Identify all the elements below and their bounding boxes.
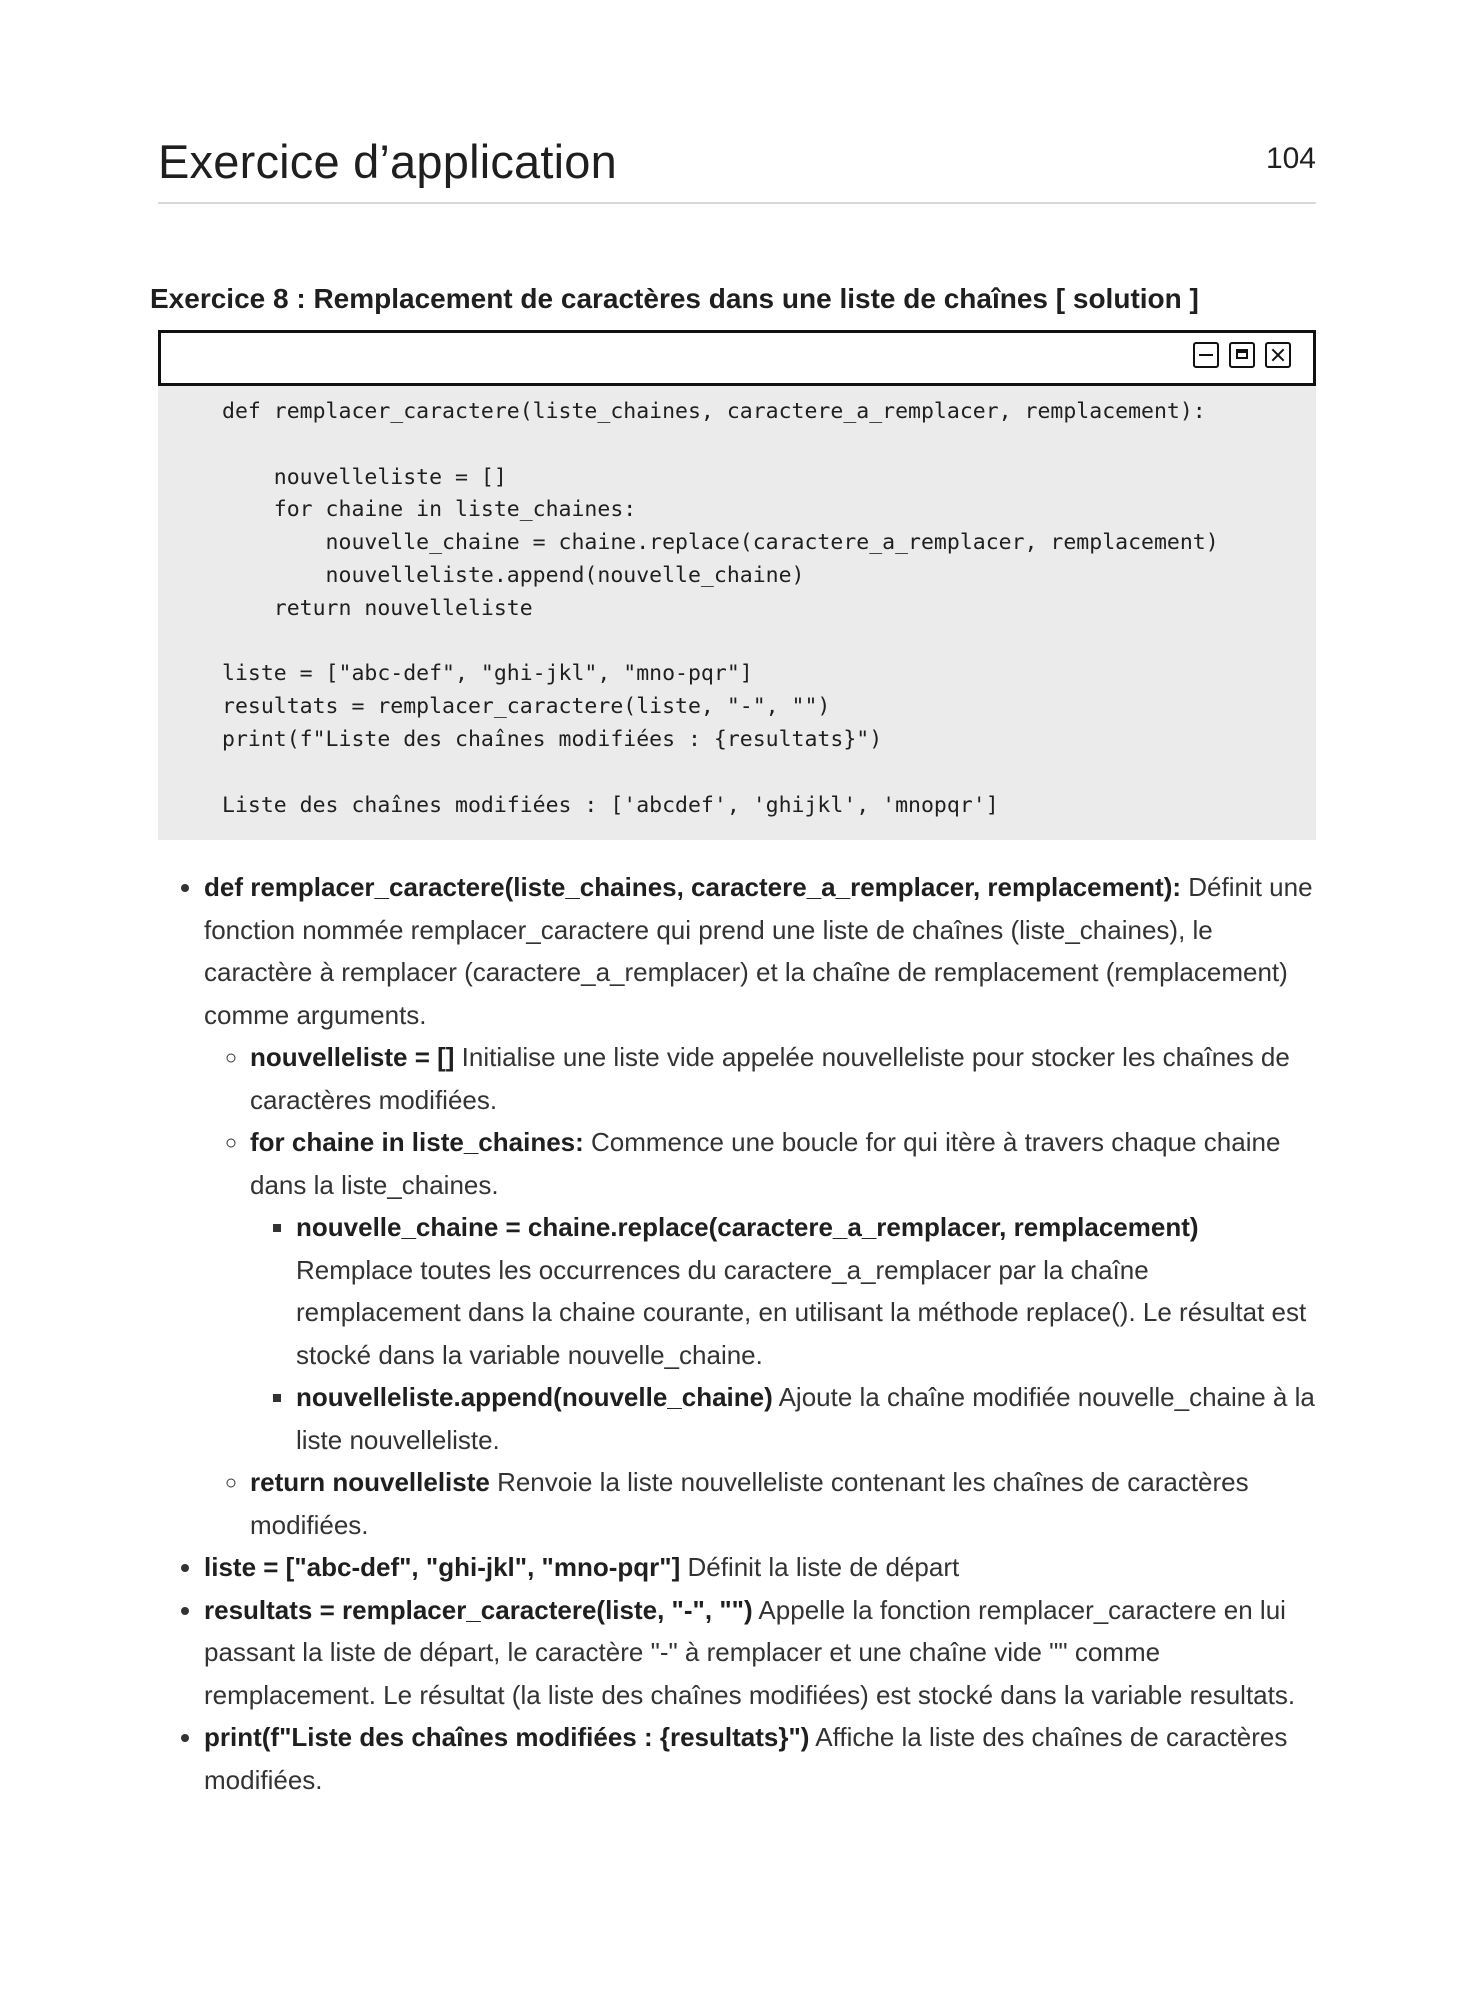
item-description: Remplace toutes les occurrences du caractere_a_remplacer par la chaîne remplacement dans la chaine courante, en utilisant la méthode replace(). Le résultat est stocké dans la variable nouvelle_chaine. xyxy=(296,1254,1307,1370)
list-item xyxy=(204,866,1318,1546)
exercise-title: Exercice 8 : Remplacement de caractères dans une liste de chaînes [ solution ] xyxy=(150,283,1199,314)
window-controls xyxy=(1193,342,1291,368)
item-description: Commence une boucle for qui itère à travers chaque chaine dans la liste_chaines. xyxy=(250,1127,1281,1200)
code-line: nouvelle_chaine = chaine.replace(caractere_a_remplacer, remplacement) xyxy=(222,530,1219,556)
item-description: Définit la liste de départ xyxy=(680,1552,960,1582)
code-reference: def remplacer_caractere(liste_chaines, caractere_a_remplacer, remplacement): xyxy=(204,872,1182,902)
code-line xyxy=(222,429,1316,462)
explanation-list xyxy=(158,866,1318,1801)
list-item xyxy=(296,1376,1318,1461)
code-block xyxy=(158,386,1316,840)
code-reference: print(f"Liste des chaînes modifiées : {resultats}") xyxy=(204,1722,810,1752)
item-description: Définit une fonction nommée remplacer_caractere qui prend une liste de chaînes (liste_chaines), le caractère à remplacer (caractere_a_remplacer) et la chaîne de remplacement (remplacement) comme arguments. xyxy=(204,872,1313,1030)
item-description: Affiche la liste des chaînes de caractères modifiées. xyxy=(204,1722,1288,1795)
code-reference: nouvelleliste.append(nouvelle_chaine) xyxy=(296,1382,773,1412)
code-reference: liste = ["abc-def", "ghi-jkl", "mno-pqr"] xyxy=(204,1552,681,1582)
list-item xyxy=(204,1546,1318,1589)
code-line: print(f"Liste des chaînes modifiées : {resultats}") xyxy=(222,726,883,752)
item-description: Ajoute la chaîne modifiée nouvelle_chaine à la liste nouvelleliste. xyxy=(296,1382,1315,1455)
code-reference: nouvelleliste = [] xyxy=(250,1042,455,1072)
page-header xyxy=(158,128,1316,204)
item-description: Renvoie la liste nouvelleliste contenant les chaînes de caractères modifiées. xyxy=(250,1467,1249,1540)
close-icon[interactable] xyxy=(1265,342,1291,368)
code-reference: return nouvelleliste xyxy=(250,1467,490,1497)
code-line xyxy=(222,757,1316,790)
code-line: def remplacer_caractere(liste_chaines, caractere_a_remplacer, remplacement): xyxy=(222,399,1206,424)
code-line: resultats = remplacer_caractere(liste, "-", "") xyxy=(222,694,831,720)
page-title: Exercice d’application xyxy=(158,135,617,188)
code-output-line: Liste des chaînes modifiées : ['abcdef', 'ghijkl', 'mnopqr'] xyxy=(222,792,999,818)
code-reference: for chaine in liste_chaines: xyxy=(250,1127,584,1157)
item-description: Initialise une liste vide appelée nouvelleliste pour stocker les chaînes de caractères modifiées. xyxy=(250,1042,1290,1115)
list-item xyxy=(204,1589,1318,1717)
code-reference: resultats = remplacer_caractere(liste, "-", "") xyxy=(204,1594,753,1625)
page-number: 104 xyxy=(1265,142,1316,175)
code-window-titlebar xyxy=(158,330,1316,386)
code-line: nouvelleliste = [] xyxy=(222,464,507,490)
code-line: liste = ["abc-def", "ghi-jkl", "mno-pqr"] xyxy=(222,661,753,687)
code-line: return nouvelleliste xyxy=(222,595,533,621)
item-description: Appelle la fonction remplacer_caractere en lui passant la liste de départ, le caractère "-" à remplacer et une chaîne vide "" comme remplacement. Le résultat (la liste des chaînes modifiées) est stocké dans la variable resultats. xyxy=(204,1594,1296,1710)
code-line: for chaine in liste_chaines: xyxy=(222,497,637,523)
code-line xyxy=(222,626,1316,659)
code-line: nouvelleliste.append(nouvelle_chaine) xyxy=(222,562,805,588)
list-item xyxy=(296,1206,1318,1376)
maximize-icon[interactable] xyxy=(1229,342,1255,368)
code-window xyxy=(158,330,1316,840)
minimize-icon[interactable] xyxy=(1193,342,1219,368)
code-reference: nouvelle_chaine = chaine.replace(caractere_a_remplacer, remplacement) xyxy=(296,1212,1199,1242)
list-item xyxy=(250,1461,1318,1546)
list-item xyxy=(250,1036,1318,1121)
list-item xyxy=(204,1716,1318,1801)
list-item xyxy=(250,1121,1318,1461)
